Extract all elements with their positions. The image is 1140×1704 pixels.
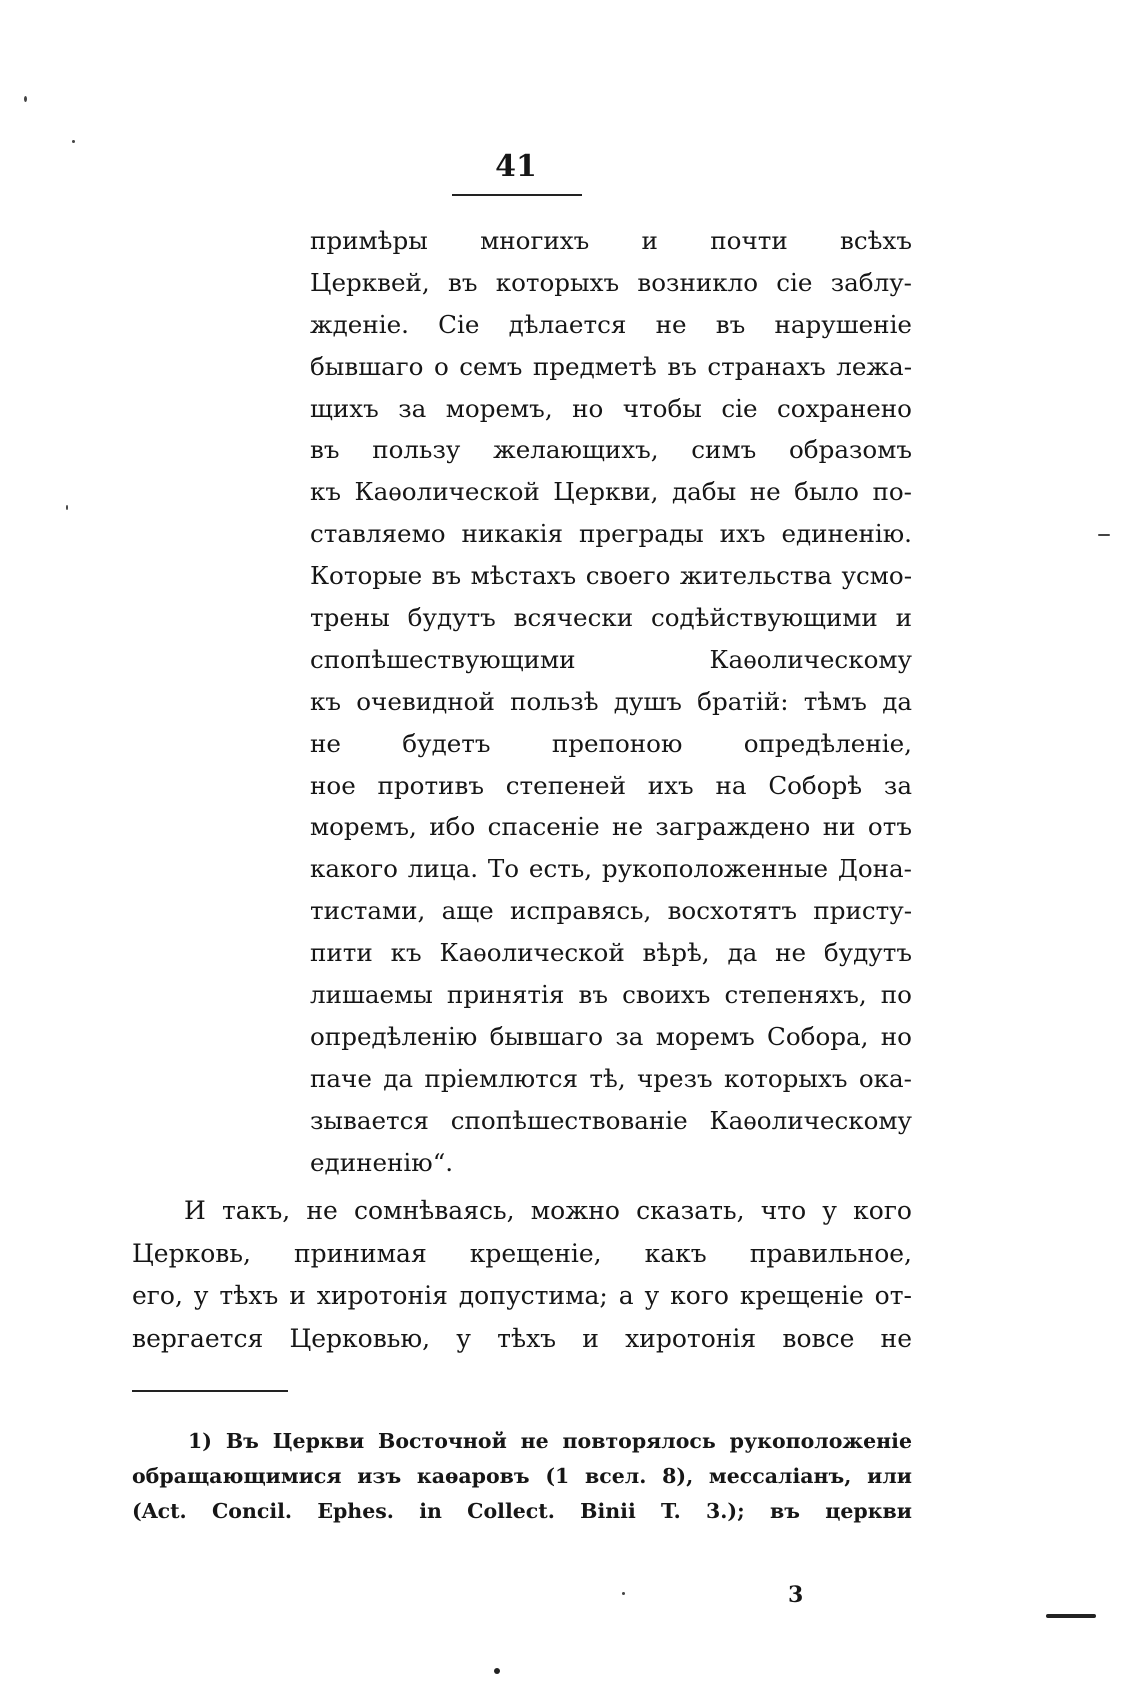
scan-speck bbox=[1046, 1614, 1096, 1618]
scan-speck bbox=[66, 505, 68, 510]
text-line: бывшаго о семъ предметѣ въ странахъ лежа- bbox=[310, 351, 912, 381]
text-line: къ очевидной пользѣ душъ братій: тѣмъ да bbox=[310, 686, 912, 716]
text-line: жденіе. Сіе дѣлается не въ нарушеніе bbox=[310, 309, 912, 339]
text-line: вергается Церковью, у тѣхъ и хиротонія вовсе не bbox=[132, 1323, 912, 1353]
text-line: единенію“. bbox=[310, 1147, 454, 1177]
text-line: какого лица. То есть, рукоположенные Дона- bbox=[310, 854, 912, 884]
text-line: зывается спопѣшествованіе Каѳолическому bbox=[310, 1105, 912, 1135]
text-line: (Act. Concil. Ephes. in Collect. Binii T. 3.); въ церкви bbox=[132, 1499, 912, 1523]
text-line: обращающимися изъ каѳаровъ (1 всел. 8), мессаліанъ, или bbox=[132, 1464, 912, 1488]
text-line: спопѣшествующими Каѳолическому bbox=[310, 644, 912, 674]
footnote-separator bbox=[132, 1390, 288, 1392]
text-line: Церквей, въ которыхъ возникло сіе заблу- bbox=[310, 267, 912, 297]
text-line: моремъ, ибо спасеніе не заграждено ни отъ bbox=[310, 812, 912, 842]
scan-speck bbox=[24, 96, 27, 102]
text-line: къ Каѳолической Церкви, дабы не было по- bbox=[310, 477, 912, 507]
page-number: 41 bbox=[495, 149, 537, 184]
footnote bbox=[132, 1424, 912, 1529]
text-line: Которые въ мѣстахъ своего жительства усмо- bbox=[310, 561, 912, 591]
text-line: лишаемы принятія въ своихъ степеняхъ, по bbox=[310, 980, 912, 1010]
text-line: примѣры многихъ и почти всѣхъ bbox=[310, 226, 912, 255]
text-line: пити къ Каѳолической вѣрѣ, да не будутъ bbox=[310, 938, 912, 968]
body-paragraph bbox=[132, 1190, 912, 1360]
text-line: въ пользу желающихъ, симъ образомъ bbox=[310, 435, 912, 465]
text-line: ставляемо никакія преграды ихъ единенію. bbox=[310, 519, 912, 549]
text-line: паче да пріемлются тѣ, чрезъ которыхъ ока- bbox=[310, 1063, 912, 1093]
printer-signature-mark: 3 bbox=[788, 1582, 804, 1608]
text-line: трены будутъ всячески содѣйствующими и bbox=[310, 603, 912, 633]
text-line: опредѣленію бывшаго за моремъ Собора, но bbox=[310, 1021, 912, 1051]
scan-speck bbox=[1098, 534, 1110, 536]
text-line: И такъ, не сомнѣваясь, можно сказать, что у кого bbox=[184, 1196, 912, 1225]
text-line: тистами, аще исправясь, восхотятъ присту- bbox=[310, 896, 912, 926]
text-line: щихъ за моремъ, но чтобы сіе сохранено bbox=[310, 393, 912, 423]
text-line: 1) Въ Церкви Восточной не повторялось рукоположеніе bbox=[188, 1429, 912, 1453]
quoted-canon-text bbox=[310, 220, 912, 1183]
scan-speck bbox=[494, 1668, 500, 1674]
text-line: Церковь, принимая крещеніе, какъ правильное, bbox=[132, 1238, 912, 1268]
text-line: ное противъ степеней ихъ на Соборѣ за bbox=[310, 770, 912, 800]
text-line: не будетъ препоною опредѣленіе, bbox=[310, 728, 912, 758]
page-number-rule bbox=[452, 194, 582, 196]
scan-speck bbox=[72, 140, 75, 143]
text-line: его, у тѣхъ и хиротонія допустима; а у кого крещеніе от- bbox=[132, 1281, 912, 1310]
scan-speck bbox=[622, 1592, 625, 1595]
